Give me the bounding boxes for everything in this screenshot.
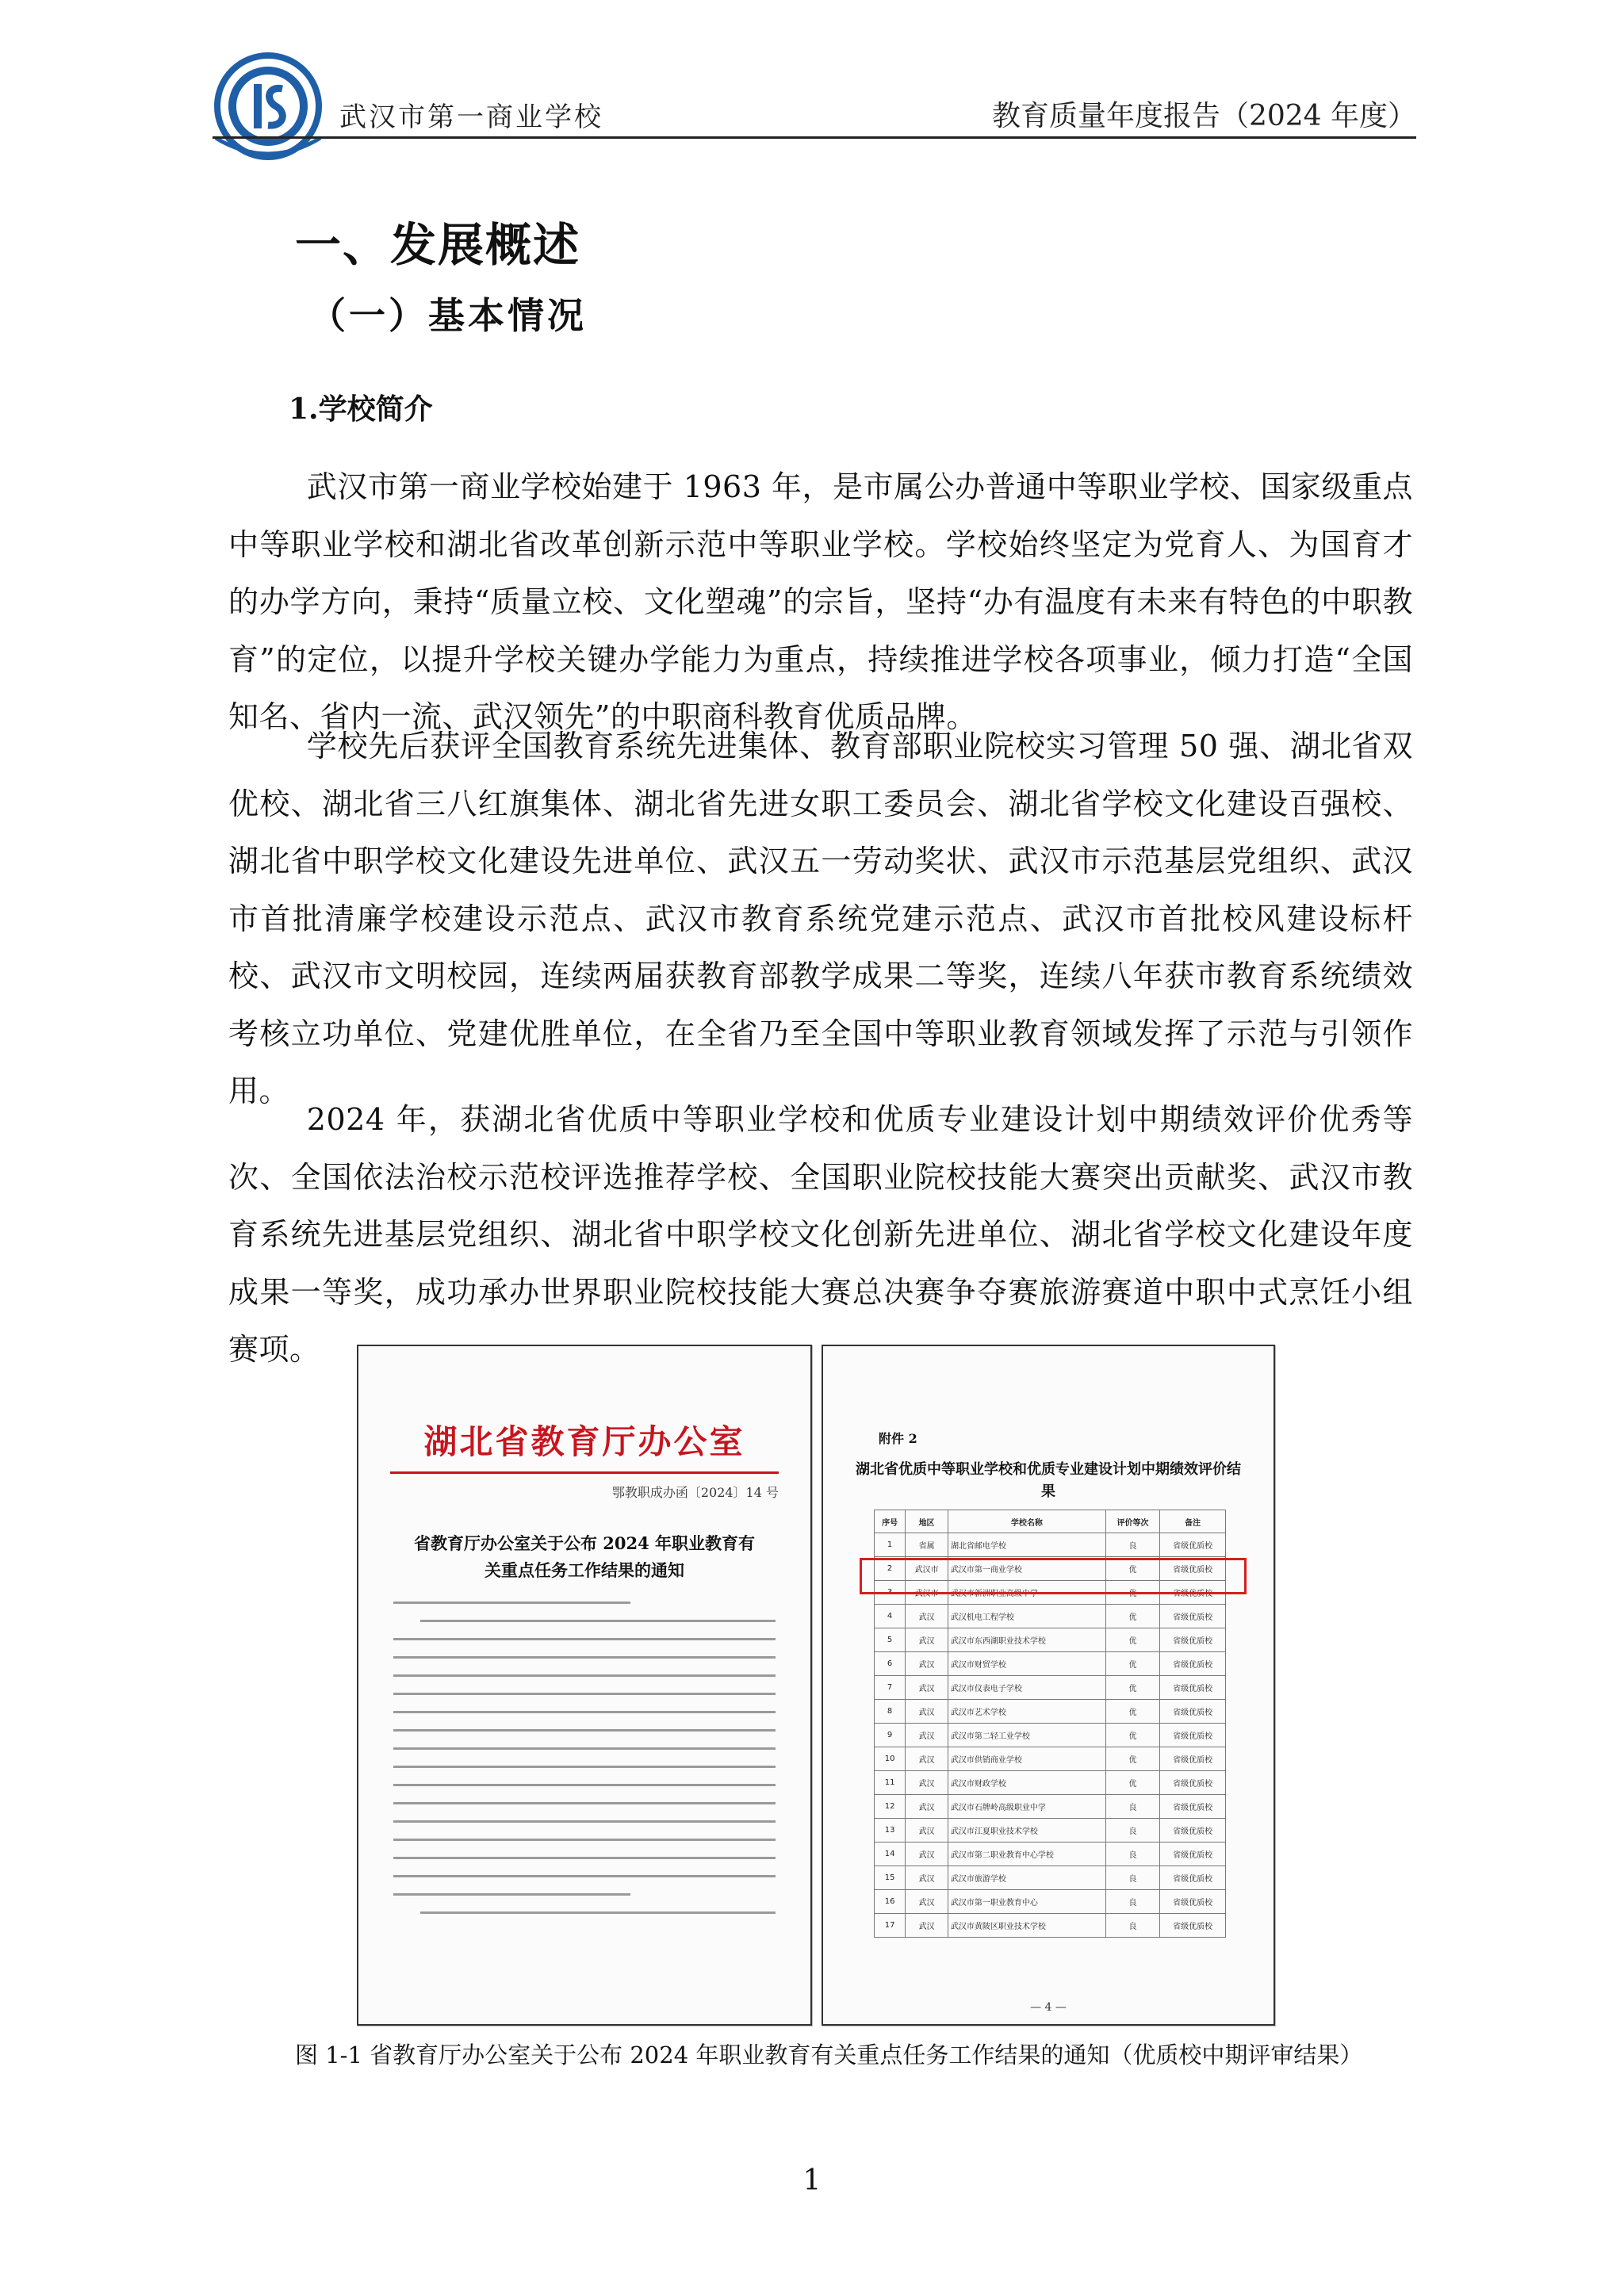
table-cell: 优 <box>1105 1605 1159 1628</box>
table-cell: 9 <box>875 1724 906 1747</box>
table-cell: 1 <box>875 1533 906 1557</box>
table-cell: 武汉市 <box>906 1581 948 1605</box>
table-cell: 武汉 <box>906 1819 948 1843</box>
table-row <box>875 1866 1226 1890</box>
table-row <box>875 1652 1226 1676</box>
attachment-scan <box>822 1345 1275 2026</box>
table-cell: 武汉 <box>906 1771 948 1795</box>
table-cell: 武汉市第二职业教育中心学校 <box>948 1843 1105 1866</box>
paragraph-intro: 武汉市第一商业学校始建于 1963 年，是市属公办普通中等职业学校、国家级重点中等职业学校和湖北省改革创新示范中等职业学校。学校始终坚定为党育人、为国育才的办学方向，秉持“质量立校、文化塑魂”的宗旨，坚持“办有温度有未来有特色的中职教育”的定位，以提升学校关键办学能力为重点，持续推进学校各项事业，倾力打造“全国知名、省内一流、武汉领先”的中职商科教育优质品牌。 <box>228 469 1413 734</box>
table-cell: 武汉市第一职业教育中心 <box>948 1890 1105 1914</box>
table-cell: 良 <box>1105 1914 1159 1938</box>
table-cell: 优 <box>1105 1771 1159 1795</box>
table-cell: 省级优质校 <box>1160 1652 1226 1676</box>
table-cell: 武汉市第一商业学校 <box>948 1557 1105 1581</box>
table-cell: 武汉 <box>906 1652 948 1676</box>
notice-issuer: 湖北省教育厅办公室 <box>423 1422 745 1461</box>
highlight-box <box>860 1558 1247 1594</box>
table-cell: 良 <box>1105 1533 1159 1557</box>
table-cell: 13 <box>875 1819 906 1843</box>
table-cell: 武汉 <box>906 1605 948 1628</box>
notice-scan <box>357 1345 812 2026</box>
table-cell: 省级优质校 <box>1160 1819 1226 1843</box>
table-cell: 省级优质校 <box>1160 1866 1226 1890</box>
table-column-header: 地区 <box>906 1510 948 1533</box>
table-cell: 省级优质校 <box>1160 1890 1226 1914</box>
table-cell: 省级优质校 <box>1160 1914 1226 1938</box>
notice-body-text <box>393 1601 776 1930</box>
table-cell: 武汉 <box>906 1628 948 1652</box>
table-cell: 17 <box>875 1914 906 1938</box>
table-header-row <box>875 1510 1226 1533</box>
table-cell: 12 <box>875 1795 906 1819</box>
attachment-title: 湖北省优质中等职业学校和优质专业建设计划中期绩效评价结果 <box>856 1461 1241 1500</box>
table-cell: 武汉机电工程学校 <box>948 1605 1105 1628</box>
school-logo <box>213 51 324 162</box>
table-cell: 湖北省邮电学校 <box>948 1533 1105 1557</box>
table-cell: 8 <box>875 1700 906 1724</box>
table-cell: 10 <box>875 1747 906 1771</box>
table-row <box>875 1747 1226 1771</box>
table-cell: 3 <box>875 1581 906 1605</box>
table-cell: 良 <box>1105 1819 1159 1843</box>
section-heading: 一、发展概述 <box>295 218 581 272</box>
table-cell: 省级优质校 <box>1160 1700 1226 1724</box>
table-cell: 优 <box>1105 1557 1159 1581</box>
topic-heading: 1.学校简介 <box>289 392 433 426</box>
table-cell: 武汉市财政学校 <box>948 1771 1105 1795</box>
paragraph-honors: 学校先后获评全国教育系统先进集体、教育部职业院校实习管理 50 强、湖北省双优校、湖北省三八红旗集体、湖北省先进女职工委员会、湖北省学校文化建设百强校、湖北省中职学校文化建设先进单位、武汉五一劳动奖状、武汉市示范基层党组织、武汉市首批清廉学校建设示范点、武汉市教育系统党建示范点、武汉市首批校风建设标杆校、武汉市文明校园，连续两届获教育部教学成果二等奖，连续八年获市教育系统绩效考核立功单位、党建优胜单位，在全省乃至全国中等职业教育领域发挥了示范与引领作用。 <box>228 729 1413 1108</box>
table-cell: 武汉市新洲职业高级中学 <box>948 1581 1105 1605</box>
scan-page-mark: — 4 — <box>1030 2001 1067 2014</box>
table-cell: 省级优质校 <box>1160 1747 1226 1771</box>
table-cell: 武汉市艺术学校 <box>948 1700 1105 1724</box>
header-report-title: 教育质量年度报告（2024 年度） <box>991 100 1416 132</box>
table-cell: 武汉 <box>906 1843 948 1866</box>
table-column-header: 备注 <box>1160 1510 1226 1533</box>
table-cell: 武汉市仪表电子学校 <box>948 1676 1105 1700</box>
table-cell: 省级优质校 <box>1160 1724 1226 1747</box>
table-row <box>875 1628 1226 1652</box>
table-cell: 武汉 <box>906 1747 948 1771</box>
table-cell: 良 <box>1105 1866 1159 1890</box>
table-row <box>875 1605 1226 1628</box>
table-cell: 省级优质校 <box>1160 1771 1226 1795</box>
table-cell: 武汉 <box>906 1914 948 1938</box>
table-cell: 优 <box>1105 1676 1159 1700</box>
table-cell: 6 <box>875 1652 906 1676</box>
table-cell: 4 <box>875 1605 906 1628</box>
table-cell: 武汉 <box>906 1866 948 1890</box>
notice-doc-number: 鄂教职成办函〔2024〕14 号 <box>611 1485 779 1500</box>
subsection-heading: （一）基本情况 <box>309 294 587 337</box>
table-cell: 武汉市东西湖职业技术学校 <box>948 1628 1105 1652</box>
table-cell: 7 <box>875 1676 906 1700</box>
table-cell: 武汉 <box>906 1890 948 1914</box>
page-number: 1 <box>802 2164 822 2197</box>
table-cell: 武汉市江夏职业技术学校 <box>948 1819 1105 1843</box>
table-cell: 11 <box>875 1771 906 1795</box>
table-row <box>875 1890 1226 1914</box>
table-cell: 省级优质校 <box>1160 1795 1226 1819</box>
table-cell: 优 <box>1105 1628 1159 1652</box>
table-cell: 武汉市石牌岭高级职业中学 <box>948 1795 1105 1819</box>
table-cell: 武汉 <box>906 1676 948 1700</box>
table-column-header: 评价等次 <box>1105 1510 1159 1533</box>
table-cell: 武汉 <box>906 1724 948 1747</box>
notice-title: 省教育厅办公室关于公布 2024 年职业教育有关重点任务工作结果的通知 <box>413 1533 756 1580</box>
table-row <box>875 1843 1226 1866</box>
table-cell: 2 <box>875 1557 906 1581</box>
table-cell: 省级优质校 <box>1160 1605 1226 1628</box>
table-row <box>875 1914 1226 1938</box>
table-cell: 14 <box>875 1843 906 1866</box>
table-cell: 省级优质校 <box>1160 1676 1226 1700</box>
table-cell: 15 <box>875 1866 906 1890</box>
table-cell: 省级优质校 <box>1160 1843 1226 1866</box>
table-cell: 武汉市黄陂区职业技术学校 <box>948 1914 1105 1938</box>
table-cell: 优 <box>1105 1581 1159 1605</box>
header-school-name: 武汉市第一商业学校 <box>339 101 603 133</box>
table-cell: 省级优质校 <box>1160 1628 1226 1652</box>
table-cell: 优 <box>1105 1652 1159 1676</box>
table-cell: 16 <box>875 1890 906 1914</box>
table-column-header: 学校名称 <box>948 1510 1105 1533</box>
table-row <box>875 1724 1226 1747</box>
table-row <box>875 1700 1226 1724</box>
table-cell: 良 <box>1105 1890 1159 1914</box>
header-divider <box>213 136 1416 139</box>
table-cell: 武汉 <box>906 1795 948 1819</box>
table-row <box>875 1533 1226 1557</box>
table-cell: 省级优质校 <box>1160 1581 1226 1605</box>
table-cell: 5 <box>875 1628 906 1652</box>
table-cell: 武汉市财贸学校 <box>948 1652 1105 1676</box>
table-cell: 优 <box>1105 1700 1159 1724</box>
table-cell: 优 <box>1105 1724 1159 1747</box>
table-cell: 武汉市供销商业学校 <box>948 1747 1105 1771</box>
table-cell: 武汉市 <box>906 1557 948 1581</box>
table-cell: 省属 <box>906 1533 948 1557</box>
table-cell: 良 <box>1105 1795 1159 1819</box>
table-cell: 武汉 <box>906 1700 948 1724</box>
figure-caption: 图 1-1 省教育厅办公室关于公布 2024 年职业教育有关重点任务工作结果的通知（优质校中期评审结果） <box>295 2042 1363 2068</box>
table-row <box>875 1819 1226 1843</box>
table-cell: 良 <box>1105 1843 1159 1866</box>
table-cell: 省级优质校 <box>1160 1557 1226 1581</box>
table-row <box>875 1795 1226 1819</box>
table-row <box>875 1676 1226 1700</box>
table-cell: 优 <box>1105 1747 1159 1771</box>
table-row <box>875 1771 1226 1795</box>
table-cell: 武汉市旅游学校 <box>948 1866 1105 1890</box>
table-cell: 省级优质校 <box>1160 1533 1226 1557</box>
table-column-header: 序号 <box>875 1510 906 1533</box>
notice-red-rule <box>390 1471 779 1474</box>
attachment-label: 附件 2 <box>879 1431 917 1446</box>
table-cell: 武汉市第二轻工业学校 <box>948 1724 1105 1747</box>
paragraph-2024: 2024 年，获湖北省优质中等职业学校和优质专业建设计划中期绩效评价优秀等次、全国依法治校示范校评选推荐学校、全国职业院校技能大赛突出贡献奖、武汉市教育系统先进基层党组织、湖北省中职学校文化创新先进单位、湖北省学校文化建设年度成果一等奖，成功承办世界职业院校技能大赛总决赛争夺赛旅游赛道中职中式烹饪小组赛项。 <box>228 1102 1413 1367</box>
